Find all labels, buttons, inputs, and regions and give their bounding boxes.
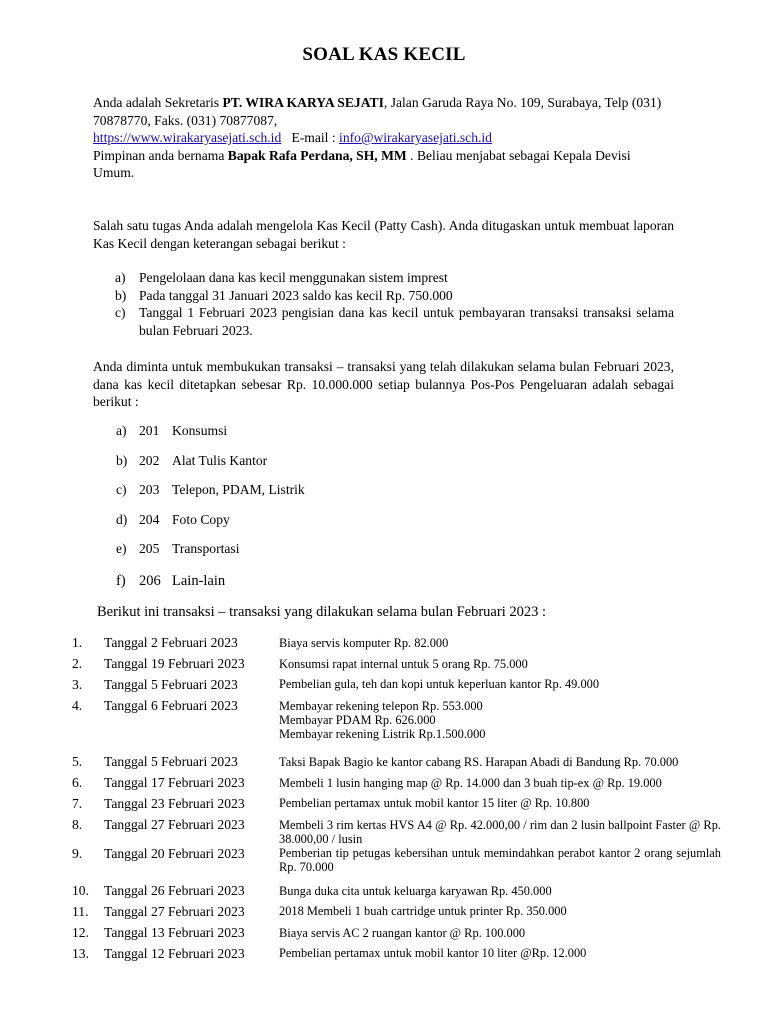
- transaction-description: [279, 636, 721, 650]
- post-item: [116, 573, 225, 590]
- post-name: Konsumsi: [172, 423, 228, 438]
- description-line: Membayar PDAM Rp. 626.000: [279, 713, 436, 727]
- intro-text-a: Anda adalah Sekretaris: [93, 95, 223, 110]
- transaction-description: [279, 884, 721, 898]
- post-marker: d): [116, 512, 128, 527]
- task-paragraph: Salah satu tugas Anda adalah mengelola Kas Kecil (Patty Cash). Anda ditugaskan untuk membuat laporan Kas Kecil dengan keterangan sebagai berikut :: [93, 218, 674, 251]
- email-link[interactable]: info@wirakaryasejati.sch.id: [339, 130, 492, 145]
- list-text: Tanggal 1 Februari 2023 pengisian dana kas kecil untuk pembayaran transaksi transaksi selama bulan Februari 2023.: [139, 305, 674, 338]
- post-item: [116, 482, 305, 498]
- post-item: [116, 453, 267, 469]
- transaction-date: Tanggal 5 Februari 2023: [104, 754, 238, 769]
- transaction-date: Tanggal 2 Februari 2023: [104, 635, 238, 650]
- transaction-description: [279, 776, 721, 790]
- list-marker: a): [115, 270, 126, 285]
- description-line: Bunga duka cita untuk keluarga karyawan Rp. 450.000: [279, 884, 552, 898]
- transaction-date: Tanggal 26 Februari 2023: [104, 883, 245, 898]
- list-marker: c): [115, 305, 126, 320]
- leader-name: Bapak Rafa Perdana, SH, MM: [227, 147, 407, 163]
- transaction-description: [279, 904, 721, 918]
- page-title: SOAL KAS KECIL: [302, 44, 466, 65]
- transaction-description: [279, 846, 721, 874]
- post-name: Lain-lain: [172, 573, 226, 589]
- post-name: Foto Copy: [172, 512, 230, 527]
- posting-paragraph: Anda diminta untuk membukukan transaksi – transaksi yang telah dilakukan selama bulan Februari 2023, dana kas kecil ditetapkan sebesar Rp. 10.000.000 setiap bulannya Pos-Pos Pengeluaran adalah sebagai berikut :: [93, 359, 674, 409]
- post-marker: c): [116, 482, 127, 497]
- list-marker: b): [115, 287, 127, 303]
- description-line: Biaya servis komputer Rp. 82.000: [279, 636, 449, 650]
- transaction-number: 1.: [72, 635, 83, 650]
- transaction-number: 8.: [72, 817, 83, 832]
- website-link[interactable]: https://www.wirakaryasejati.sch.id: [93, 130, 282, 145]
- transaction-number: 6.: [72, 775, 83, 790]
- description-line: Pembelian pertamax untuk mobil kantor 10 liter @Rp. 12.000: [279, 946, 587, 960]
- post-item: [116, 512, 230, 528]
- transaction-description: [279, 699, 721, 741]
- transaction-date: Tanggal 27 Februari 2023: [104, 904, 245, 919]
- transaction-number: 10.: [72, 883, 89, 898]
- transaction-number: 4.: [72, 698, 83, 713]
- leader-text-b: . Beliau menjabat sebagai Kepala Devisi Umum.: [93, 147, 631, 180]
- transaction-description: [279, 796, 721, 810]
- company-address: , Jalan Garuda Raya No. 109, Surabaya, Telp (031) 70878770, Faks. (031) 70877087,: [93, 95, 662, 128]
- post-code: 204: [139, 512, 160, 527]
- post-marker: f): [116, 573, 126, 589]
- transaction-number: 9.: [72, 846, 83, 861]
- post-code: 205: [139, 541, 160, 556]
- post-marker: b): [116, 453, 128, 468]
- post-code: 203: [139, 482, 160, 497]
- list-item: [115, 304, 674, 339]
- description-line: Pemberian tip petugas kebersihan untuk memindahkan perabot kantor 2 orang sejumlah Rp. 70.000: [279, 846, 721, 874]
- post-marker: e): [116, 541, 127, 556]
- post-name: Transportasi: [172, 541, 240, 556]
- company-name: PT. WIRA KARYA SEJATI: [222, 95, 384, 110]
- description-line: Konsumsi rapat internal untuk 5 orang Rp. 75.000: [279, 657, 528, 671]
- description-line: Membeli 3 rim kertas HVS A4 @ Rp. 42.000,00 / rim dan 2 lusin ballpoint Faster @ Rp. 38.000,00 / lusin: [279, 818, 721, 846]
- list-text: Pada tanggal 31 Januari 2023 saldo kas kecil Rp. 750.000: [139, 287, 453, 303]
- transaction-date: Tanggal 5 Februari 2023: [104, 677, 238, 692]
- post-code: 202: [139, 453, 160, 468]
- transaction-date: Tanggal 13 Februari 2023: [104, 925, 245, 940]
- transaction-description: [279, 926, 721, 940]
- transaction-date: Tanggal 23 Februari 2023: [104, 796, 245, 811]
- description-line: Membayar rekening telepon Rp. 553.000: [279, 699, 483, 713]
- transaction-description: [279, 677, 721, 691]
- transaction-number: 12.: [72, 925, 89, 940]
- post-marker: a): [116, 423, 127, 438]
- leader-text-a: Pimpinan anda bernama: [93, 147, 228, 163]
- description-line: 2018 Membeli 1 buah cartridge untuk printer Rp. 350.000: [279, 904, 567, 918]
- post-code: 206: [139, 573, 161, 589]
- post-name: Telepon, PDAM, Listrik: [172, 482, 305, 497]
- post-name: Alat Tulis Kantor: [172, 453, 268, 468]
- transaction-date: Tanggal 12 Februari 2023: [104, 946, 245, 961]
- transaction-description: [279, 818, 721, 846]
- transactions-intro: Berikut ini transaksi – transaksi yang dilakukan selama bulan Februari 2023 :: [97, 604, 546, 620]
- company-intro: [93, 94, 674, 182]
- description-line: Membayar rekening Listrik Rp.1.500.000: [279, 727, 486, 741]
- conditions-list: [115, 269, 674, 339]
- description-line: Biaya servis AC 2 ruangan kantor @ Rp. 100.000: [279, 926, 526, 940]
- transaction-number: 5.: [72, 754, 83, 769]
- transaction-description: [279, 946, 721, 960]
- list-item: [115, 287, 674, 305]
- transaction-number: 7.: [72, 796, 83, 811]
- post-code: 201: [139, 423, 160, 438]
- description-line: Membeli 1 lusin hanging map @ Rp. 14.000 dan 3 buah tip-ex @ Rp. 19.000: [279, 776, 662, 790]
- description-line: Taksi Bapak Bagio ke kantor cabang RS. Harapan Abadi di Bandung Rp. 70.000: [279, 755, 679, 769]
- transaction-number: 3.: [72, 677, 83, 692]
- transaction-number: 2.: [72, 656, 83, 671]
- description-line: Pembelian gula, teh dan kopi untuk keperluan kantor Rp. 49.000: [279, 677, 600, 691]
- transaction-description: [279, 755, 721, 769]
- transaction-date: Tanggal 19 Februari 2023: [104, 656, 245, 671]
- list-text: Pengelolaan dana kas kecil menggunakan sistem imprest: [139, 270, 448, 285]
- post-item: [116, 423, 227, 439]
- transaction-date: Tanggal 20 Februari 2023: [104, 846, 245, 861]
- post-item: [116, 541, 239, 557]
- email-label: E-mail :: [291, 130, 340, 145]
- transaction-description: [279, 657, 721, 671]
- transaction-number: 11.: [72, 904, 89, 919]
- transaction-date: Tanggal 6 Februari 2023: [104, 698, 238, 713]
- description-line: Pembelian pertamax untuk mobil kantor 15 liter @ Rp. 10.800: [279, 796, 590, 810]
- transaction-number: 13.: [72, 946, 89, 961]
- transaction-date: Tanggal 27 Februari 2023: [104, 817, 245, 832]
- transaction-date: Tanggal 17 Februari 2023: [104, 775, 245, 790]
- list-item: [115, 269, 674, 287]
